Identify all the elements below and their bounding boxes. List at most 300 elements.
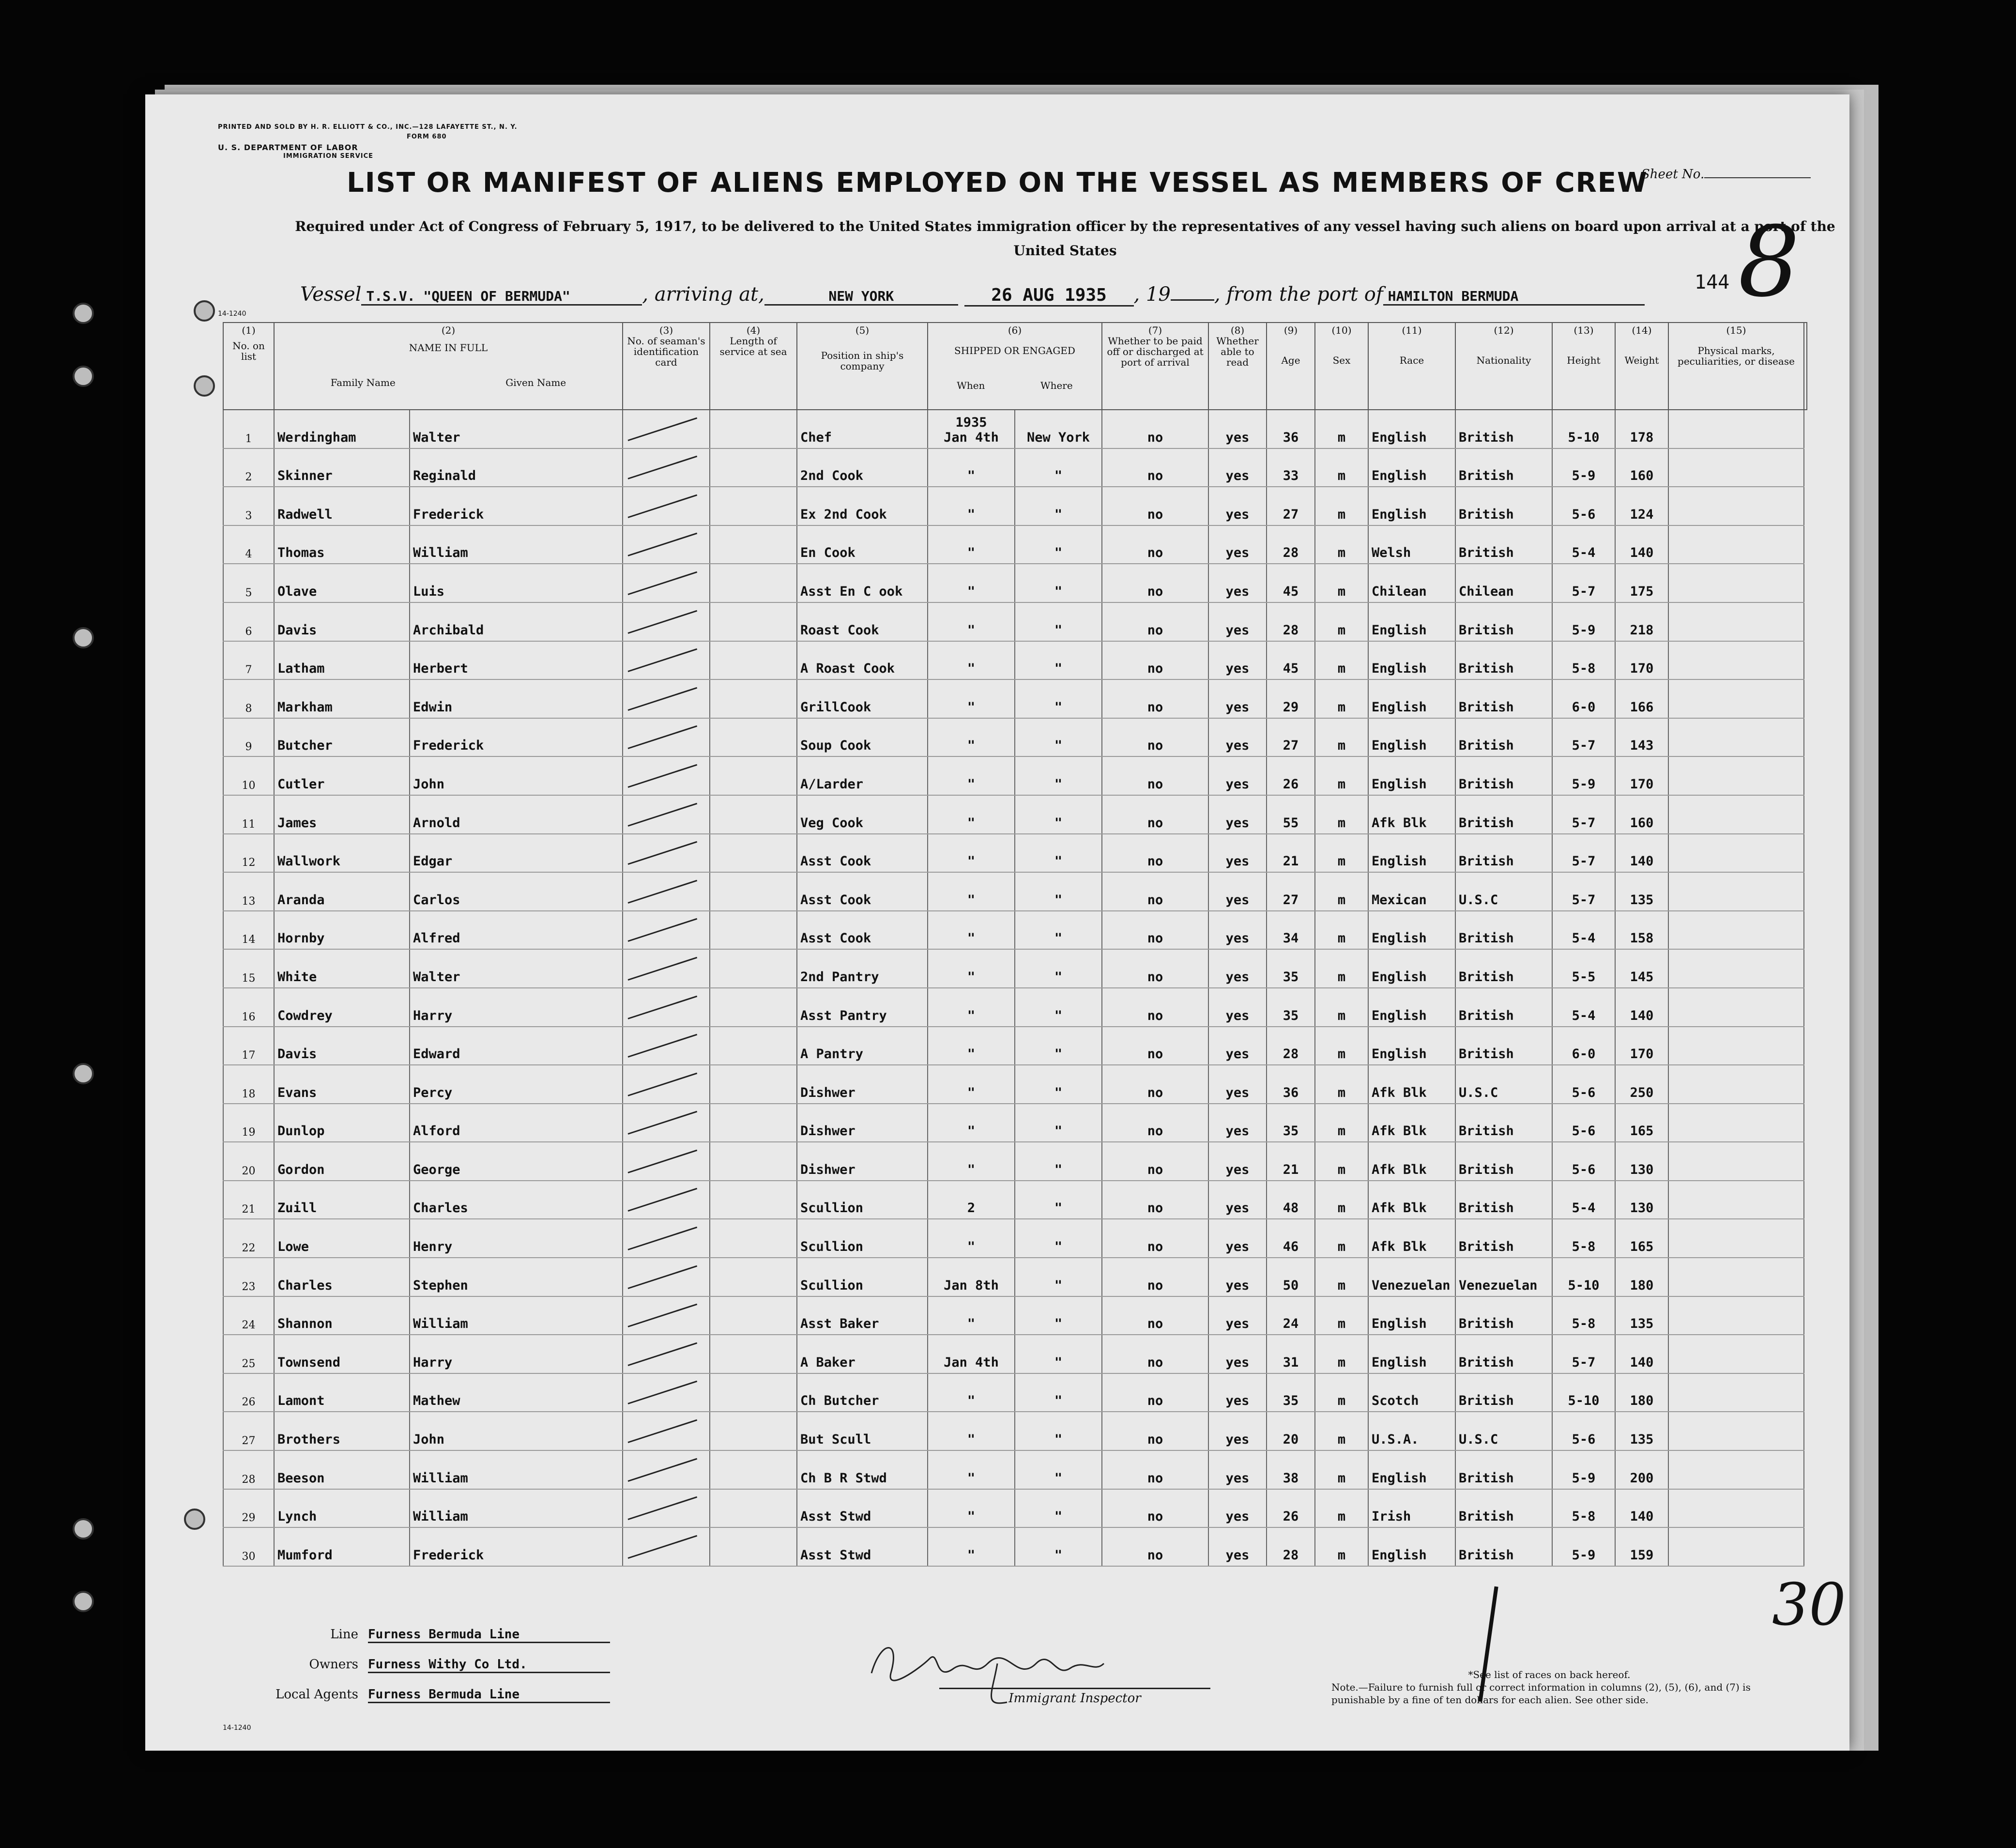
binder-hole	[184, 1509, 205, 1530]
id-card-cell	[623, 1489, 710, 1528]
family-name: James	[274, 795, 410, 834]
weight-cell: 130	[1615, 1181, 1668, 1219]
race-cell: English	[1368, 718, 1455, 757]
form-number: FORM 680	[407, 133, 447, 140]
binder-hole	[73, 1063, 94, 1084]
family-name: Beeson	[274, 1450, 410, 1489]
page-title: LIST OR MANIFEST OF ALIENS EMPLOYED ON THE VESSEL AS MEMBERS OF CREW	[347, 167, 1648, 199]
service-length-cell	[710, 911, 797, 950]
given-name: John	[410, 756, 623, 795]
table-row	[223, 1335, 1807, 1373]
shipped-where-cell: "	[1015, 525, 1102, 564]
form-code-bottom: 14-1240	[223, 1724, 251, 1732]
id-card-cell	[623, 641, 710, 680]
able-to-read-cell: yes	[1208, 1489, 1267, 1528]
race-cell: English	[1368, 602, 1455, 641]
agents-value: Furness Bermuda Line	[368, 1687, 610, 1703]
service-length-cell	[710, 872, 797, 911]
race-cell: English	[1368, 641, 1455, 680]
shipped-when-cell: "	[928, 1027, 1015, 1065]
able-to-read-cell: yes	[1208, 1065, 1267, 1104]
shipped-when-cell: "	[928, 1219, 1015, 1258]
sex-cell: m	[1315, 1489, 1368, 1528]
weight-cell: 140	[1615, 834, 1668, 873]
height-cell: 5-7	[1552, 795, 1615, 834]
family-name: Brothers	[274, 1412, 410, 1450]
sex-cell: m	[1315, 1450, 1368, 1489]
header-col8: (8) Whether able to read	[1208, 323, 1267, 410]
service-length-cell	[710, 1527, 797, 1566]
given-name: Walter	[410, 410, 623, 448]
race-cell: English	[1368, 448, 1455, 487]
header-col9: (9) Age	[1267, 323, 1315, 410]
nationality-cell: Venezuelan	[1455, 1258, 1552, 1296]
service-length-cell	[710, 679, 797, 718]
age-cell: 45	[1267, 564, 1315, 602]
nationality-cell: British	[1455, 795, 1552, 834]
handwritten-slash	[628, 610, 698, 633]
able-to-read-cell: yes	[1208, 911, 1267, 950]
sex-cell: m	[1315, 525, 1368, 564]
paid-off-cell: no	[1102, 1489, 1208, 1528]
row-number: 25	[223, 1335, 274, 1373]
physical-marks-cell	[1668, 1296, 1804, 1335]
race-cell: English	[1368, 756, 1455, 795]
able-to-read-cell: yes	[1208, 448, 1267, 487]
year-above: 1935	[955, 415, 987, 430]
shipped-when-cell: "	[928, 718, 1015, 757]
nationality-cell: British	[1455, 1142, 1552, 1181]
given-name: Harry	[410, 988, 623, 1027]
footer-agents	[223, 1627, 658, 1732]
year-label: , 19	[1133, 283, 1171, 306]
paid-off-cell: no	[1102, 564, 1208, 602]
able-to-read-cell: yes	[1208, 1027, 1267, 1065]
row-number: 14	[223, 911, 274, 950]
weight-cell: 175	[1615, 564, 1668, 602]
age-cell: 50	[1267, 1258, 1315, 1296]
shipped-where-cell: "	[1015, 448, 1102, 487]
race-cell: English	[1368, 1527, 1455, 1566]
age-cell: 34	[1267, 911, 1315, 950]
table-row	[223, 834, 1807, 873]
able-to-read-cell: yes	[1208, 1527, 1267, 1566]
shipped-where-cell: "	[1015, 872, 1102, 911]
id-card-cell	[623, 911, 710, 950]
nationality-cell: British	[1455, 911, 1552, 950]
physical-marks-cell	[1668, 641, 1804, 680]
physical-marks-cell	[1668, 988, 1804, 1027]
physical-marks-cell	[1668, 1219, 1804, 1258]
handwritten-slash	[628, 1419, 698, 1443]
footer-agents-row: Local Agents Furness Bermuda Line	[223, 1687, 658, 1717]
id-card-cell	[623, 525, 710, 564]
sex-cell: m	[1315, 641, 1368, 680]
nationality-cell: British	[1455, 602, 1552, 641]
shipped-when-cell: "	[928, 949, 1015, 988]
position-cell: Dishwer	[797, 1104, 928, 1142]
able-to-read-cell: yes	[1208, 602, 1267, 641]
age-cell: 35	[1267, 949, 1315, 988]
row-number: 7	[223, 641, 274, 680]
able-to-read-cell: yes	[1208, 487, 1267, 525]
able-to-read-cell: yes	[1208, 756, 1267, 795]
table-row	[223, 1065, 1807, 1104]
shipped-where-cell: "	[1015, 795, 1102, 834]
from-label: , from the port of	[1214, 283, 1383, 306]
id-card-cell	[623, 1258, 710, 1296]
handwritten-slash	[628, 417, 698, 441]
service-length-cell	[710, 1373, 797, 1412]
sex-cell: m	[1315, 448, 1368, 487]
weight-cell: 160	[1615, 795, 1668, 834]
physical-marks-cell	[1668, 1412, 1804, 1450]
shipped-where-cell: "	[1015, 1450, 1102, 1489]
able-to-read-cell: yes	[1208, 1104, 1267, 1142]
race-cell: Afk Blk	[1368, 1104, 1455, 1142]
shipped-when-cell: "	[928, 834, 1015, 873]
shipped-where-cell: "	[1015, 1489, 1102, 1528]
table-row	[223, 795, 1807, 834]
family-name: Aranda	[274, 872, 410, 911]
physical-marks-cell	[1668, 1104, 1804, 1142]
owners-value: Furness Withy Co Ltd.	[368, 1657, 610, 1673]
able-to-read-cell: yes	[1208, 679, 1267, 718]
sheet-label: Sheet No.	[1641, 167, 1811, 182]
shipped-where-cell: "	[1015, 1412, 1102, 1450]
height-cell: 5-9	[1552, 1450, 1615, 1489]
header-col6: (6) SHIPPED OR ENGAGED When Where	[928, 323, 1102, 410]
row-number: 12	[223, 834, 274, 873]
id-card-cell	[623, 718, 710, 757]
table-row	[223, 1027, 1807, 1065]
given-name: Alfred	[410, 911, 623, 950]
given-name: Frederick	[410, 487, 623, 525]
weight-cell: 140	[1615, 1335, 1668, 1373]
position-cell: Ch Butcher	[797, 1373, 928, 1412]
table-row	[223, 1104, 1807, 1142]
given-name: Edwin	[410, 679, 623, 718]
shipped-where-cell: "	[1015, 1296, 1102, 1335]
physical-marks-cell	[1668, 1489, 1804, 1528]
height-cell: 5-7	[1552, 718, 1615, 757]
handwritten-slash	[628, 725, 698, 749]
race-cell: English	[1368, 1296, 1455, 1335]
paid-off-cell: no	[1102, 448, 1208, 487]
position-cell: A Baker	[797, 1335, 928, 1373]
family-name: Butcher	[274, 718, 410, 757]
position-cell: Scullion	[797, 1219, 928, 1258]
shipped-when-cell: "	[928, 525, 1015, 564]
shipped-where-cell: "	[1015, 1065, 1102, 1104]
age-cell: 26	[1267, 1489, 1315, 1528]
weight-cell: 135	[1615, 1296, 1668, 1335]
race-cell: English	[1368, 834, 1455, 873]
footer-line-row: Line Furness Bermuda Line	[223, 1627, 658, 1657]
race-cell: English	[1368, 1335, 1455, 1373]
binder-hole	[194, 300, 215, 322]
handwritten-slash	[628, 764, 698, 788]
table-row	[223, 718, 1807, 757]
shipped-where-cell: "	[1015, 949, 1102, 988]
age-cell: 26	[1267, 756, 1315, 795]
age-cell: 35	[1267, 1104, 1315, 1142]
weight-cell: 250	[1615, 1065, 1668, 1104]
nationality-cell: Chilean	[1455, 564, 1552, 602]
given-name: William	[410, 1489, 623, 1528]
nationality-cell: British	[1455, 756, 1552, 795]
id-card-cell	[623, 679, 710, 718]
position-cell: En Cook	[797, 525, 928, 564]
age-cell: 28	[1267, 525, 1315, 564]
paid-off-cell: no	[1102, 1335, 1208, 1373]
given-name: Edgar	[410, 834, 623, 873]
paid-off-cell: no	[1102, 1181, 1208, 1219]
weight-cell: 159	[1615, 1527, 1668, 1566]
service-length-cell	[710, 1296, 797, 1335]
id-card-cell	[623, 1335, 710, 1373]
nationality-cell: British	[1455, 1104, 1552, 1142]
department: U. S. DEPARTMENT OF LABOR	[218, 143, 358, 152]
header-blank	[1804, 323, 1807, 410]
able-to-read-cell: yes	[1208, 1296, 1267, 1335]
paid-off-cell: no	[1102, 1527, 1208, 1566]
table-row	[223, 1373, 1807, 1412]
sex-cell: m	[1315, 1296, 1368, 1335]
binder-hole	[73, 1591, 94, 1612]
row-number: 11	[223, 795, 274, 834]
row-number: 8	[223, 679, 274, 718]
handwritten-slash	[628, 957, 698, 981]
race-cell: English	[1368, 911, 1455, 950]
table-row	[223, 1489, 1807, 1528]
given-name: Archibald	[410, 602, 623, 641]
header-col2: (2) NAME IN FULL Family Name Given Name	[274, 323, 623, 410]
id-card-cell	[623, 564, 710, 602]
shipped-when-cell: "	[928, 1450, 1015, 1489]
nationality-cell: British	[1455, 1296, 1552, 1335]
nationality-cell: U.S.C	[1455, 872, 1552, 911]
id-card-cell	[623, 1296, 710, 1335]
id-card-cell	[623, 1219, 710, 1258]
nationality-cell: British	[1455, 1219, 1552, 1258]
age-cell: 27	[1267, 487, 1315, 525]
sex-cell: m	[1315, 834, 1368, 873]
table-row	[223, 1258, 1807, 1296]
service-length-cell	[710, 1450, 797, 1489]
shipped-when-cell: "	[928, 1065, 1015, 1104]
race-cell: Afk Blk	[1368, 1181, 1455, 1219]
shipped-where-cell: "	[1015, 1373, 1102, 1412]
family-name: Mumford	[274, 1527, 410, 1566]
physical-marks-cell	[1668, 1450, 1804, 1489]
service: IMMIGRATION SERVICE	[283, 153, 374, 160]
position-cell: Asst Cook	[797, 872, 928, 911]
sex-cell: m	[1315, 1258, 1368, 1296]
table-row	[223, 487, 1807, 525]
position-cell: Roast Cook	[797, 602, 928, 641]
row-number: 29	[223, 1489, 274, 1528]
service-length-cell	[710, 1489, 797, 1528]
binder-hole	[73, 303, 94, 324]
nationality-cell: British	[1455, 448, 1552, 487]
shipped-when-cell: "	[928, 988, 1015, 1027]
row-number: 23	[223, 1258, 274, 1296]
row-number: 27	[223, 1412, 274, 1450]
form-code: 14-1240	[218, 310, 246, 318]
physical-marks-cell	[1668, 410, 1804, 448]
physical-marks-cell	[1668, 1142, 1804, 1181]
table-row	[223, 641, 1807, 680]
height-cell: 5-7	[1552, 872, 1615, 911]
height-cell: 5-6	[1552, 1142, 1615, 1181]
service-length-cell	[710, 988, 797, 1027]
family-name: Olave	[274, 564, 410, 602]
handwritten-slash	[628, 1188, 698, 1212]
paid-off-cell: no	[1102, 834, 1208, 873]
service-length-cell	[710, 834, 797, 873]
physical-marks-cell	[1668, 1527, 1804, 1566]
row-number: 5	[223, 564, 274, 602]
weight-cell: 140	[1615, 1489, 1668, 1528]
sex-cell: m	[1315, 1104, 1368, 1142]
family-name: Radwell	[274, 487, 410, 525]
binder-hole	[73, 1518, 94, 1540]
age-cell: 24	[1267, 1296, 1315, 1335]
sheet-stamp: 144	[1695, 271, 1730, 293]
height-cell: 5-4	[1552, 911, 1615, 950]
height-cell: 5-8	[1552, 1219, 1615, 1258]
height-cell: 5-9	[1552, 448, 1615, 487]
family-name: Townsend	[274, 1335, 410, 1373]
sex-cell: m	[1315, 911, 1368, 950]
weight-cell: 170	[1615, 641, 1668, 680]
row-number: 18	[223, 1065, 274, 1104]
weight-cell: 180	[1615, 1258, 1668, 1296]
paid-off-cell: no	[1102, 756, 1208, 795]
id-card-cell	[623, 410, 710, 448]
able-to-read-cell: yes	[1208, 1142, 1267, 1181]
family-name: Hornby	[274, 911, 410, 950]
binder-hole	[194, 375, 215, 397]
shipped-where-cell: "	[1015, 564, 1102, 602]
row-number: 30	[223, 1527, 274, 1566]
header-col1: (1) No. on list	[223, 323, 274, 410]
nationality-cell: British	[1455, 410, 1552, 448]
nationality-cell: British	[1455, 1181, 1552, 1219]
given-name: Charles	[410, 1181, 623, 1219]
shipped-when-cell	[928, 410, 1015, 448]
family-name: Thomas	[274, 525, 410, 564]
position-cell: Asst Stwd	[797, 1527, 928, 1566]
able-to-read-cell: yes	[1208, 525, 1267, 564]
height-cell: 5-6	[1552, 1412, 1615, 1450]
table-row	[223, 525, 1807, 564]
crew-rows	[223, 410, 1807, 1566]
nationality-cell: British	[1455, 949, 1552, 988]
race-cell: Scotch	[1368, 1373, 1455, 1412]
given-name: George	[410, 1142, 623, 1181]
height-cell: 6-0	[1552, 679, 1615, 718]
race-cell: English	[1368, 410, 1455, 448]
weight-cell: 178	[1615, 410, 1668, 448]
sex-cell: m	[1315, 564, 1368, 602]
table-row	[223, 1181, 1807, 1219]
weight-cell: 170	[1615, 1027, 1668, 1065]
weight-cell: 158	[1615, 911, 1668, 950]
sex-cell: m	[1315, 1142, 1368, 1181]
shipped-where-cell: "	[1015, 834, 1102, 873]
service-length-cell	[710, 602, 797, 641]
paid-off-cell: no	[1102, 1219, 1208, 1258]
table-row	[223, 410, 1807, 448]
given-name: Alford	[410, 1104, 623, 1142]
sex-cell: m	[1315, 1335, 1368, 1373]
shipped-when-cell: "	[928, 1373, 1015, 1412]
service-length-cell	[710, 1219, 797, 1258]
shipped-when-cell: Jan 8th	[928, 1258, 1015, 1296]
able-to-read-cell: yes	[1208, 872, 1267, 911]
from-port: HAMILTON BERMUDA	[1383, 288, 1645, 306]
age-cell: 36	[1267, 410, 1315, 448]
row-number: 9	[223, 718, 274, 757]
position-cell: Soup Cook	[797, 718, 928, 757]
handwritten-slash	[628, 802, 698, 826]
shipped-where-cell: "	[1015, 911, 1102, 950]
sex-cell: m	[1315, 602, 1368, 641]
race-cell: Afk Blk	[1368, 795, 1455, 834]
age-cell: 31	[1267, 1335, 1315, 1373]
line-value: Furness Bermuda Line	[368, 1627, 610, 1643]
able-to-read-cell: yes	[1208, 834, 1267, 873]
handwritten-slash	[628, 648, 698, 672]
race-cell: Welsh	[1368, 525, 1455, 564]
table-row	[223, 1412, 1807, 1450]
paid-off-cell: no	[1102, 1450, 1208, 1489]
weight-cell: 160	[1615, 448, 1668, 487]
row-number: 26	[223, 1373, 274, 1412]
shipped-when-cell: "	[928, 911, 1015, 950]
id-card-cell	[623, 756, 710, 795]
handwritten-slash	[628, 1227, 698, 1250]
header-col11: (11) Race	[1368, 323, 1455, 410]
shipped-when-cell: "	[928, 641, 1015, 680]
binder-hole	[73, 366, 94, 387]
sex-cell: m	[1315, 1373, 1368, 1412]
race-cell: Irish	[1368, 1489, 1455, 1528]
sex-cell: m	[1315, 1219, 1368, 1258]
paid-off-cell: no	[1102, 988, 1208, 1027]
table-row	[223, 448, 1807, 487]
paid-off-cell: no	[1102, 1296, 1208, 1335]
physical-marks-cell	[1668, 525, 1804, 564]
able-to-read-cell: yes	[1208, 988, 1267, 1027]
vessel-line	[300, 283, 1645, 307]
able-to-read-cell: yes	[1208, 795, 1267, 834]
position-cell: But Scull	[797, 1412, 928, 1450]
printer-imprint: PRINTED AND SOLD BY H. R. ELLIOTT & CO., INC.—128 LAFAYETTE ST., N. Y.	[218, 123, 518, 131]
crew-tally: 30	[1772, 1571, 1846, 1639]
given-name: John	[410, 1412, 623, 1450]
position-cell: GrillCook	[797, 679, 928, 718]
service-length-cell	[710, 525, 797, 564]
paid-off-cell: no	[1102, 1412, 1208, 1450]
nationality-cell: British	[1455, 988, 1552, 1027]
binder-hole	[73, 627, 94, 648]
given-name: Mathew	[410, 1373, 623, 1412]
physical-marks-cell	[1668, 448, 1804, 487]
physical-marks-cell	[1668, 834, 1804, 873]
